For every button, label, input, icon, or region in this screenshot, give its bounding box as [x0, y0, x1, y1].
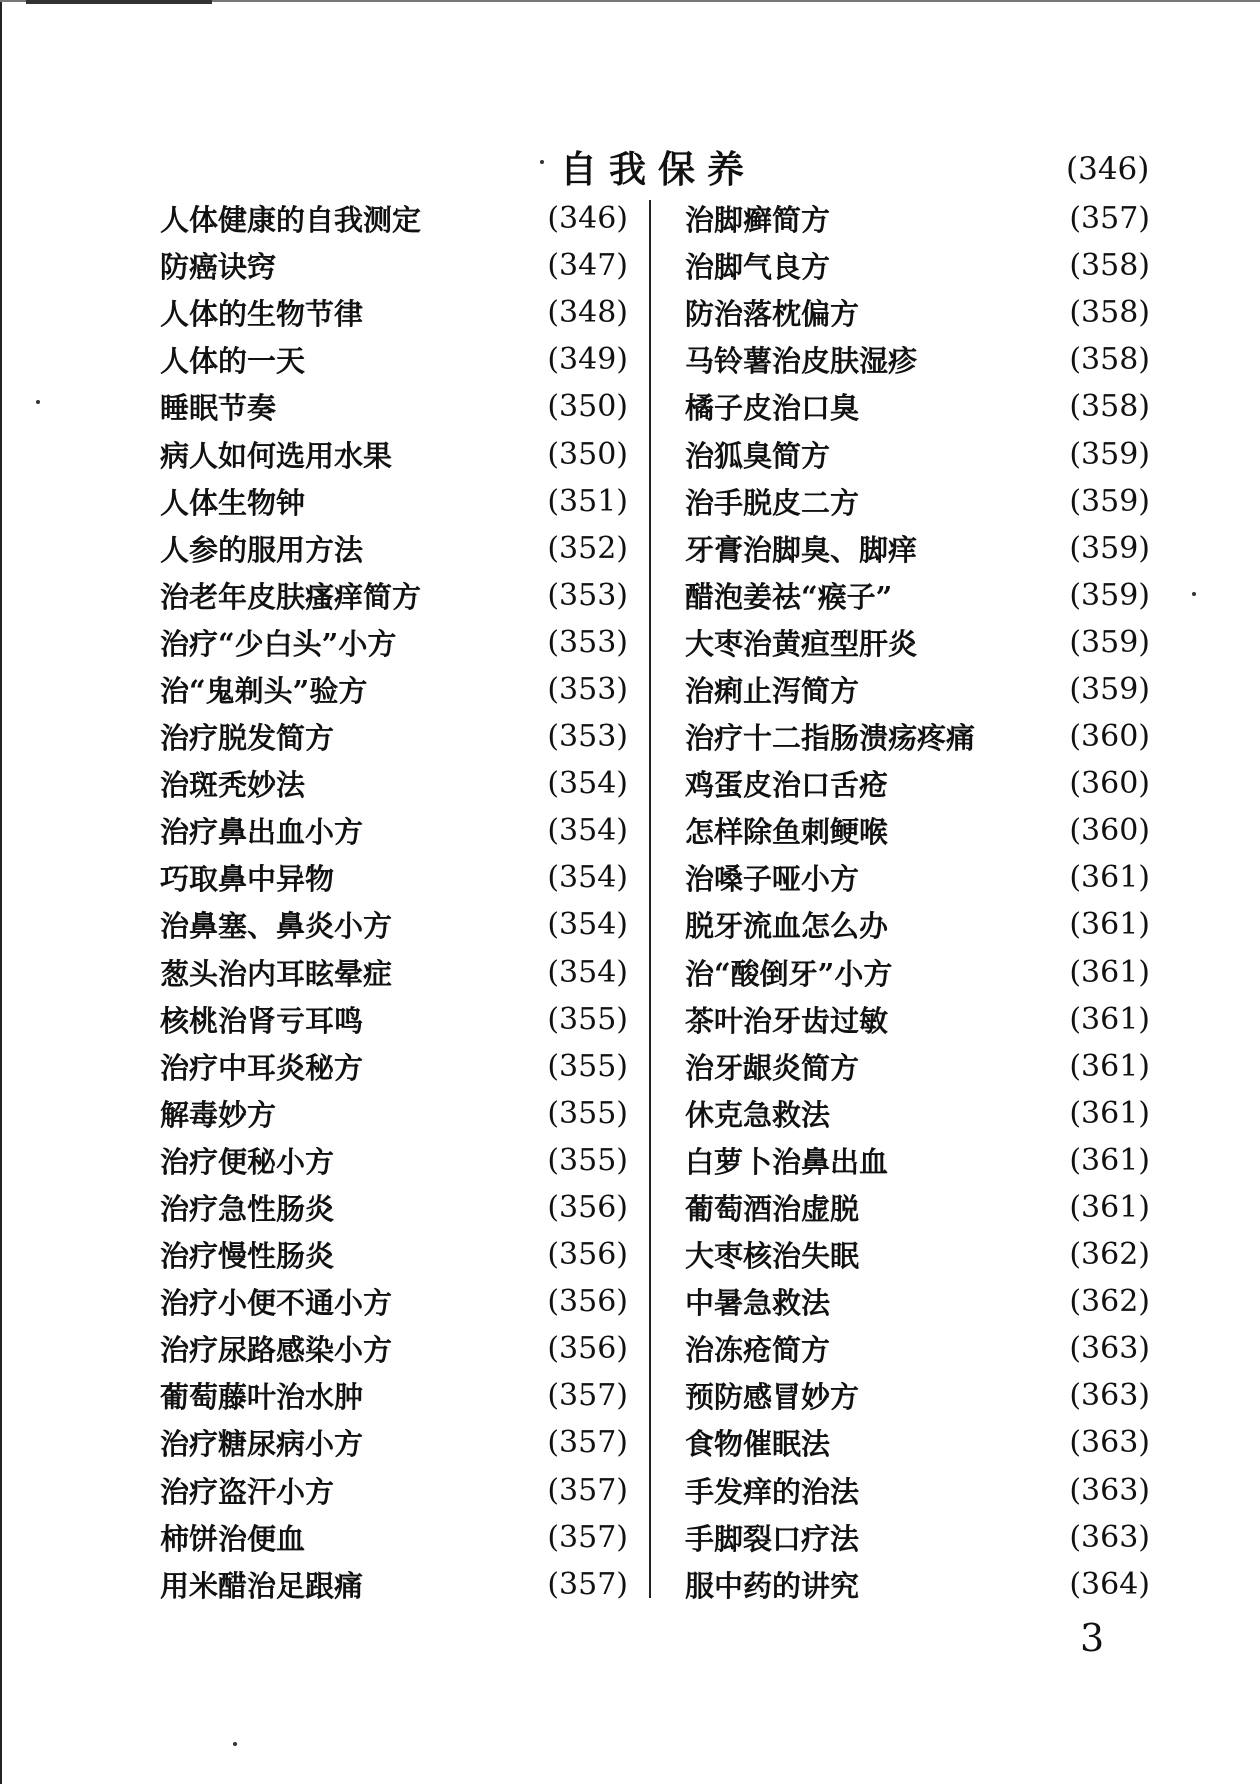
toc-entry-page: (357)	[547, 1425, 628, 1461]
toc-entry-title: 葱头治内耳眩晕症	[160, 956, 393, 991]
toc-entry-page: (358)	[1069, 295, 1150, 331]
toc-entry	[160, 949, 628, 996]
toc-entry-page: (363)	[1069, 1425, 1150, 1461]
toc-entry	[160, 619, 628, 666]
toc-entry-title: 治痢止泻简方	[685, 673, 860, 708]
scan-speck	[36, 400, 40, 404]
toc-entry-title: 预防感冒妙方	[685, 1380, 860, 1415]
toc-entry-title: 治鼻塞、鼻炎小方	[160, 909, 393, 944]
toc-entry-page: (359)	[1069, 436, 1150, 472]
toc-entry-page: (361)	[1069, 954, 1150, 990]
toc-entry-title: 治疗盗汗小方	[160, 1474, 335, 1509]
toc-entry-title: 睡眠节奏	[160, 391, 277, 426]
toc-entry-page: (354)	[547, 860, 628, 896]
toc-entry-title: 治斑秃妙法	[160, 768, 306, 803]
toc-entry	[685, 901, 1150, 948]
toc-entry-title: 治疗便秘小方	[160, 1144, 335, 1179]
toc-entry-title: 治嗓子哑小方	[685, 862, 860, 897]
toc-entry-page: (361)	[1069, 1001, 1150, 1037]
toc-entry	[685, 760, 1150, 807]
toc-entry-title: 柿饼治便血	[160, 1521, 306, 1556]
toc-entry-page: (361)	[1069, 1190, 1150, 1226]
toc-entry-title: 治脚癣简方	[685, 203, 831, 238]
section-title: 自我保养	[560, 147, 756, 191]
toc-entry	[685, 478, 1150, 525]
toc-entry-title: 治“鬼剃头”验方	[160, 673, 368, 708]
toc-entry-page: (356)	[547, 1237, 628, 1273]
toc-entry	[160, 854, 628, 901]
toc-entry-title: 白萝卜治鼻出血	[685, 1144, 889, 1179]
scan-speck	[540, 160, 544, 164]
toc-entry-title: 人体的一天	[160, 344, 306, 379]
toc-entry-title: 核桃治肾亏耳鸣	[160, 1003, 364, 1038]
toc-entry	[685, 949, 1150, 996]
toc-entry-page: (360)	[1069, 719, 1150, 755]
toc-entry-page: (355)	[547, 1048, 628, 1084]
toc-entry	[160, 1467, 628, 1514]
toc-entry	[160, 336, 628, 383]
toc-entry	[160, 1278, 628, 1325]
toc-entry-title: 治“酸倒牙”小方	[685, 956, 893, 991]
toc-entry-page: (351)	[547, 483, 628, 519]
toc-entry-page: (362)	[1069, 1237, 1150, 1273]
toc-entry	[160, 572, 628, 619]
toc-entry-title: 鸡蛋皮治口舌疮	[685, 768, 889, 803]
toc-entry-page: (363)	[1069, 1519, 1150, 1555]
toc-entry-title: 牙膏治脚臭、脚痒	[685, 532, 918, 567]
toc-entry	[685, 1043, 1150, 1090]
toc-entry-title: 治牙龈炎简方	[685, 1050, 860, 1085]
toc-entry-title: 用米醋治足跟痛	[160, 1568, 364, 1603]
toc-entry-title: 防癌诀窍	[160, 250, 277, 285]
toc-entry-title: 解毒妙方	[160, 1097, 277, 1132]
toc-entry	[160, 1043, 628, 1090]
toc-entry-title: 治脚气良方	[685, 250, 831, 285]
toc-entry-page: (359)	[1069, 671, 1150, 707]
toc-entry	[685, 383, 1150, 430]
toc-entry-page: (363)	[1069, 1472, 1150, 1508]
toc-entry	[160, 1514, 628, 1561]
toc-entry	[160, 289, 628, 336]
toc-entry-page: (361)	[1069, 860, 1150, 896]
toc-entry-title: 治手脱皮二方	[685, 485, 860, 520]
toc-entry	[685, 242, 1150, 289]
toc-entry-title: 治疗十二指肠溃疡疼痛	[685, 721, 976, 756]
toc-entry-page: (358)	[1069, 389, 1150, 425]
toc-entry-page: (355)	[547, 1095, 628, 1131]
toc-entry	[685, 1137, 1150, 1184]
toc-entry-title: 脱牙流血怎么办	[685, 909, 889, 944]
toc-entry-title: 人体的生物节律	[160, 297, 364, 332]
toc-entry	[685, 713, 1150, 760]
toc-entry	[160, 807, 628, 854]
toc-entry-page: (359)	[1069, 624, 1150, 660]
toc-entry-title: 人体生物钟	[160, 485, 306, 520]
toc-entry-page: (360)	[1069, 813, 1150, 849]
toc-entry-page: (356)	[547, 1331, 628, 1367]
toc-entry-page: (361)	[1069, 1048, 1150, 1084]
toc-entry-title: 治疗尿路感染小方	[160, 1333, 393, 1368]
toc-entry-page: (356)	[547, 1190, 628, 1226]
top-scan-mark	[26, 0, 212, 4]
toc-entry-title: 治冻疮简方	[685, 1333, 831, 1368]
toc-entry-title: 食物催眠法	[685, 1427, 831, 1462]
page-number: 3	[1080, 1616, 1105, 1660]
toc-entry	[685, 1561, 1150, 1608]
toc-entry-title: 治疗脱发简方	[160, 721, 335, 756]
toc-entry-page: (364)	[1069, 1566, 1150, 1602]
toc-entry	[160, 195, 628, 242]
toc-entry-title: 醋泡姜祛“瘊子”	[685, 579, 893, 614]
toc-entry	[685, 854, 1150, 901]
toc-entry-page: (349)	[547, 342, 628, 378]
toc-entry-page: (354)	[547, 907, 628, 943]
toc-entry-page: (353)	[547, 671, 628, 707]
toc-entry-page: (361)	[1069, 907, 1150, 943]
toc-entry-page: (353)	[547, 624, 628, 660]
toc-entry-title: 治疗急性肠炎	[160, 1192, 335, 1227]
toc-entry-title: 手发痒的治法	[685, 1474, 860, 1509]
toc-entry	[160, 760, 628, 807]
scan-speck	[1192, 592, 1196, 596]
toc-entry	[160, 1372, 628, 1419]
toc-entry-title: 治疗小便不通小方	[160, 1286, 393, 1321]
toc-entry-title: 治疗“少白头”小方	[160, 626, 397, 661]
toc-entry-title: 治疗糖尿病小方	[160, 1427, 364, 1462]
toc-entry-title: 葡萄酒治虚脱	[685, 1192, 860, 1227]
toc-entry	[685, 1419, 1150, 1466]
toc-entry	[685, 1467, 1150, 1514]
toc-entry-page: (358)	[1069, 248, 1150, 284]
toc-entry	[685, 430, 1150, 477]
toc-entry	[685, 336, 1150, 383]
toc-entry-title: 马铃薯治皮肤湿疹	[685, 344, 918, 379]
page-left-edge	[0, 0, 2, 1784]
toc-entry	[685, 1514, 1150, 1561]
toc-entry-page: (357)	[547, 1519, 628, 1555]
toc-entry-page: (363)	[1069, 1331, 1150, 1367]
toc-right-column	[685, 195, 1150, 1608]
toc-entry	[160, 1184, 628, 1231]
toc-entry-title: 治疗慢性肠炎	[160, 1239, 335, 1274]
toc-left-column	[160, 195, 628, 1608]
toc-entry-title: 治狐臭简方	[685, 438, 831, 473]
toc-entry-title: 防治落枕偏方	[685, 297, 860, 332]
toc-entry-page: (359)	[1069, 530, 1150, 566]
toc-entry-page: (363)	[1069, 1378, 1150, 1414]
toc-entry-page: (358)	[1069, 342, 1150, 378]
toc-entry-title: 手脚裂口疗法	[685, 1521, 860, 1556]
toc-entry	[685, 666, 1150, 713]
toc-entry	[160, 478, 628, 525]
toc-entry	[685, 807, 1150, 854]
toc-entry-title: 中暑急救法	[685, 1286, 831, 1321]
section-page-ref: (346)	[1066, 151, 1150, 187]
toc-entry	[160, 1325, 628, 1372]
scan-speck	[233, 1742, 237, 1746]
toc-entry-title: 治老年皮肤瘙痒简方	[160, 579, 422, 614]
toc-entry-title: 治疗鼻出血小方	[160, 815, 364, 850]
toc-entry	[160, 525, 628, 572]
toc-entry	[685, 1372, 1150, 1419]
toc-entry	[685, 996, 1150, 1043]
toc-entry-page: (357)	[547, 1378, 628, 1414]
toc-entry-title: 休克急救法	[685, 1097, 831, 1132]
toc-entry-page: (356)	[547, 1284, 628, 1320]
toc-entry	[160, 996, 628, 1043]
toc-entry-page: (348)	[547, 295, 628, 331]
toc-entry	[160, 383, 628, 430]
toc-entry-page: (357)	[547, 1472, 628, 1508]
toc-entry-page: (354)	[547, 766, 628, 802]
toc-entry-page: (361)	[1069, 1095, 1150, 1131]
toc-entry-page: (361)	[1069, 1142, 1150, 1178]
toc-entry-page: (347)	[547, 248, 628, 284]
toc-entry-title: 巧取鼻中异物	[160, 862, 335, 897]
toc-entry-title: 茶叶治牙齿过敏	[685, 1003, 889, 1038]
toc-entry-title: 治疗中耳炎秘方	[160, 1050, 364, 1085]
toc-entry	[160, 430, 628, 477]
toc-entry	[160, 1090, 628, 1137]
toc-entry	[685, 1231, 1150, 1278]
toc-entry-page: (359)	[1069, 577, 1150, 613]
toc-entry-title: 人参的服用方法	[160, 532, 364, 567]
toc-entry-page: (359)	[1069, 483, 1150, 519]
toc-entry-page: (350)	[547, 389, 628, 425]
toc-entry-page: (352)	[547, 530, 628, 566]
toc-entry-title: 怎样除鱼刺鲠喉	[685, 815, 889, 850]
toc-entry	[685, 525, 1150, 572]
toc-entry-title: 病人如何选用水果	[160, 438, 393, 473]
toc-entry	[685, 1184, 1150, 1231]
toc-entry	[160, 1419, 628, 1466]
toc-entry-page: (353)	[547, 577, 628, 613]
toc-entry-title: 大枣核治失眠	[685, 1239, 860, 1274]
toc-entry	[685, 1278, 1150, 1325]
toc-entry-title: 大枣治黄疸型肝炎	[685, 626, 918, 661]
toc-entry	[160, 1137, 628, 1184]
toc-entry	[685, 289, 1150, 336]
toc-entry	[160, 713, 628, 760]
toc-entry	[685, 619, 1150, 666]
toc-entry-page: (355)	[547, 1001, 628, 1037]
toc-entry-page: (362)	[1069, 1284, 1150, 1320]
toc-entry	[160, 666, 628, 713]
toc-entry	[160, 242, 628, 289]
toc-entry-page: (360)	[1069, 766, 1150, 802]
toc-entry	[685, 1090, 1150, 1137]
toc-entry-page: (357)	[547, 1566, 628, 1602]
column-divider	[649, 200, 651, 1598]
toc-entry-page: (346)	[547, 201, 628, 237]
toc-entry-title: 橘子皮治口臭	[685, 391, 860, 426]
toc-entry-page: (354)	[547, 954, 628, 990]
toc-entry	[685, 195, 1150, 242]
toc-entry-title: 葡萄藤叶治水肿	[160, 1380, 364, 1415]
toc-entry-page: (355)	[547, 1142, 628, 1178]
toc-entry	[685, 572, 1150, 619]
toc-entry-page: (353)	[547, 719, 628, 755]
toc-entry-title: 人体健康的自我测定	[160, 203, 422, 238]
toc-entry	[685, 1325, 1150, 1372]
toc-entry-title: 服中药的讲究	[685, 1568, 860, 1603]
toc-entry-page: (357)	[1069, 201, 1150, 237]
toc-entry	[160, 1231, 628, 1278]
toc-entry-page: (354)	[547, 813, 628, 849]
toc-entry-page: (350)	[547, 436, 628, 472]
toc-entry	[160, 1561, 628, 1608]
toc-entry	[160, 901, 628, 948]
